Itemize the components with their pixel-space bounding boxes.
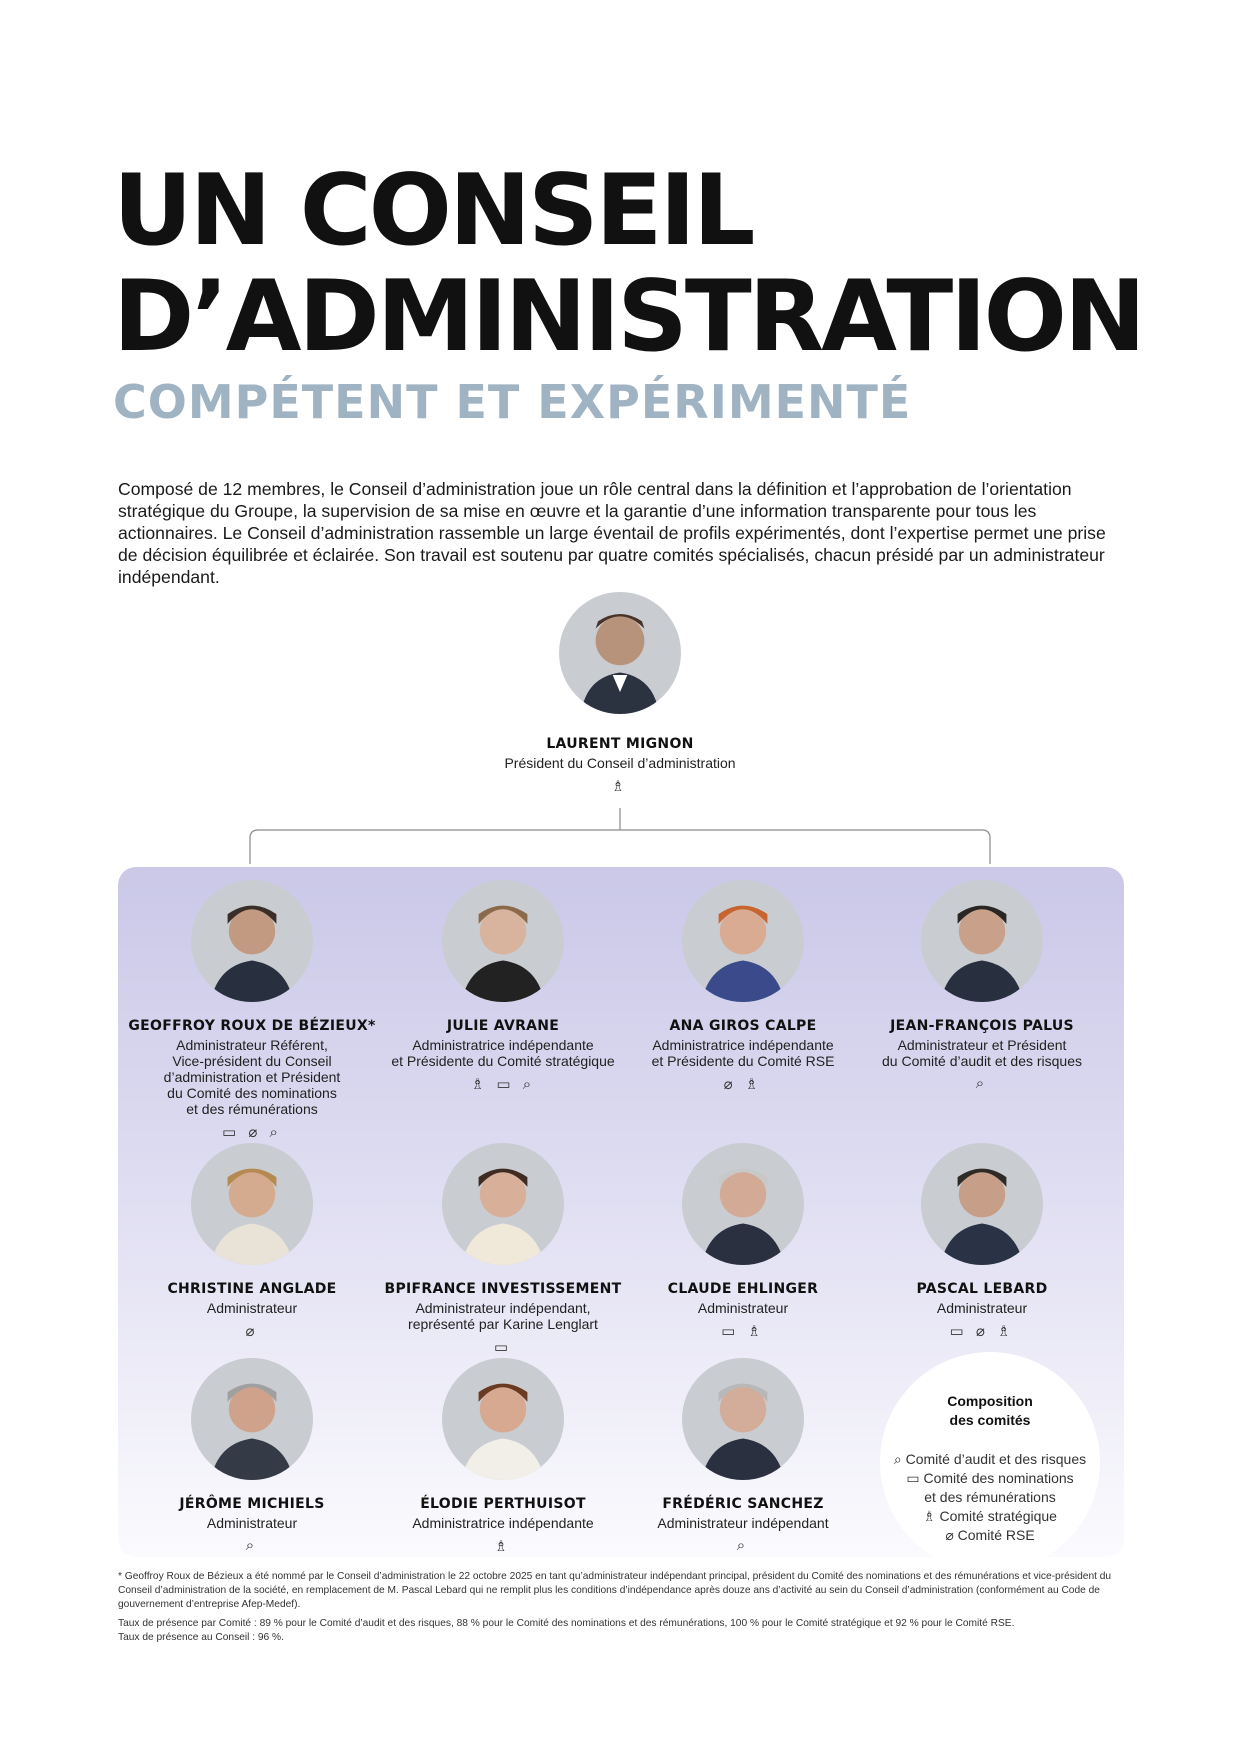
- member-committee-icons: ⌕: [736, 1537, 750, 1554]
- intro-paragraph: Composé de 12 membres, le Conseil d’administration joue un rôle central dans la définition et l’approbation de l’orientation stratégique du Groupe, la supervision de sa mise en œuvre et la garantie d’une information transparente pour tous les actionnaires. Le Conseil d’administration rassemble un large éventail de profils expérimentés, dont l’expertise permet une prise de décision équilibrée et éclairée. Son travail est soutenu par quatre comités spécialisés, chacun présidé par un administrateur indépendant.: [118, 479, 1106, 587]
- member-role-line: du Comité d’audit et des risques: [882, 1053, 1082, 1069]
- member-committee-icons: ⌕: [975, 1075, 989, 1092]
- member-name: BPIFRANCE INVESTISSEMENT: [384, 1281, 622, 1297]
- member-role: [127, 1300, 377, 1316]
- footnote: * Geoffroy Roux de Bézieux a été nommé par le Conseil d’administration le 22 octobre 2025 en tant qu’administrateur indépendant principal, président du Comité des nominations et des rémunérations et vice-président du Conseil d’administration de la société, en remplacement de M. Pascal Lebard qui ne remplit plus les conditions d’indépendance après douze ans d’activité au sein du Conseil d’administration (conformément au Code de gouvernement d’entreprise Afep-Medef).: [118, 1571, 1112, 1610]
- member-photo: [442, 880, 564, 1002]
- member-role-line: et des rémunérations: [186, 1101, 318, 1117]
- member-role-line: Vice-président du Conseil: [172, 1053, 332, 1069]
- title-line-2: D’ADMINISTRATION: [113, 260, 1143, 374]
- member-name: CHRISTINE ANGLADE: [167, 1281, 337, 1297]
- member-committee-icons: ♗ ▭ ⌕: [470, 1076, 536, 1093]
- member-role-line: du Comité des nominations: [167, 1085, 337, 1101]
- member-photo: [682, 1143, 804, 1265]
- member-role-line: d’administration et Président: [163, 1069, 341, 1085]
- page-subtitle: COMPÉTENT ET EXPÉRIMENTÉ: [113, 375, 912, 429]
- board-member-card: [127, 880, 377, 1141]
- member-role: [127, 1037, 377, 1117]
- president-name: LAURENT MIGNON: [546, 736, 694, 752]
- leaf-icon: ⌀: [945, 1527, 958, 1543]
- board-member-card: [378, 1358, 628, 1555]
- member-role: [618, 1037, 868, 1069]
- committee-legend: [880, 1352, 1100, 1572]
- legend-item-label: Comité des nominations: [923, 1470, 1074, 1486]
- legend-item: [880, 1507, 1100, 1526]
- member-committee-icons: ▭ ♗: [721, 1323, 765, 1340]
- member-role-line: et Présidente du Comité stratégique: [391, 1053, 615, 1069]
- board-member-card: [618, 1143, 868, 1340]
- board-member-card: [378, 880, 628, 1093]
- member-photo: [442, 1358, 564, 1480]
- president-photo: [559, 592, 681, 714]
- member-role-line: Administrateur: [936, 1300, 1028, 1316]
- member-name: PASCAL LEBARD: [916, 1281, 1048, 1297]
- board-member-card: [127, 1358, 377, 1554]
- member-role: [127, 1515, 377, 1531]
- member-committee-icons: ▭ ⌀ ⌕: [222, 1124, 282, 1141]
- legend-item: [880, 1450, 1100, 1469]
- president-card: [470, 592, 770, 795]
- legend-item: [880, 1526, 1100, 1545]
- board-member-card: [378, 1143, 628, 1356]
- member-role-line: Administrateur: [206, 1300, 298, 1316]
- member-role-line: Administrateur indépendant,: [415, 1300, 591, 1316]
- member-photo: [191, 1358, 313, 1480]
- member-role-line: Administratrice indépendante: [652, 1037, 834, 1053]
- member-role-line: Administrateur et Président: [897, 1037, 1067, 1053]
- member-role: [618, 1515, 868, 1531]
- member-photo: [921, 1143, 1043, 1265]
- member-name: CLAUDE EHLINGER: [667, 1281, 819, 1297]
- member-role-line: Administratrice indépendante: [412, 1515, 594, 1531]
- member-role: [378, 1037, 628, 1069]
- member-role-line: représenté par Karine Lenglart: [408, 1316, 598, 1332]
- board-member-card: [618, 1358, 868, 1554]
- member-name: ANA GIROS CALPE: [669, 1018, 817, 1034]
- board-member-card: [857, 1143, 1107, 1340]
- magnifier-icon: ⌕: [893, 1451, 906, 1467]
- attendance-notes: Taux de présence par Comité : 89 % pour le Comité d’audit et des risques, 88 % pour le Comité des nominations et des rémunérations, 100 % pour le Comité stratégique et 92 % pour le Comité RSE. Taux de présence au Conseil : 96 %.: [118, 1618, 1015, 1643]
- member-committee-icons: ⌀: [245, 1323, 259, 1340]
- legend-item-label: Comité stratégique: [939, 1508, 1057, 1524]
- title-line-1: UN CONSEIL: [113, 154, 753, 268]
- member-role: [378, 1515, 628, 1531]
- legend-item-label: Comité RSE: [957, 1527, 1035, 1543]
- member-committee-icons: ⌕: [245, 1537, 259, 1554]
- member-role: [618, 1300, 868, 1316]
- member-name: GEOFFROY ROUX DE BÉZIEUX*: [128, 1018, 376, 1034]
- legend-item: [880, 1469, 1100, 1488]
- member-committee-icons: ▭ ⌀ ♗: [949, 1323, 1015, 1340]
- member-committee-icons: ▭: [493, 1339, 513, 1356]
- member-name: JEAN-FRANÇOIS PALUS: [890, 1018, 1074, 1034]
- chess-piece-icon: ♗: [923, 1508, 940, 1524]
- member-role-line: Administrateur Référent,: [176, 1037, 328, 1053]
- banknote-icon: ▭: [906, 1470, 924, 1486]
- legend-item-label: Comité d’audit et des risques: [905, 1451, 1087, 1467]
- member-role-line: Administrateur indépendant: [657, 1515, 829, 1531]
- board-member-card: [127, 1143, 377, 1340]
- member-role: [857, 1037, 1107, 1069]
- member-photo: [191, 1143, 313, 1265]
- board-member-card: [857, 880, 1107, 1092]
- board-member-card: [618, 880, 868, 1093]
- legend-item-label: et des rémunérations: [924, 1489, 1056, 1505]
- member-role-line: et Présidente du Comité RSE: [651, 1053, 835, 1069]
- member-name: FRÉDÉRIC SANCHEZ: [662, 1496, 824, 1512]
- member-photo: [921, 880, 1043, 1002]
- president-committee-icons: ♗: [611, 778, 629, 795]
- member-role-line: Administratrice indépendante: [412, 1037, 594, 1053]
- member-photo: [682, 880, 804, 1002]
- member-photo: [191, 880, 313, 1002]
- member-committee-icons: ♗: [494, 1538, 512, 1555]
- president-role: Président du Conseil d’administration: [504, 755, 736, 771]
- legend-title: Composition des comités: [947, 1393, 1033, 1428]
- member-name: JULIE AVRANE: [446, 1018, 560, 1034]
- member-name: ÉLODIE PERTHUISOT: [420, 1496, 586, 1512]
- legend-list: [880, 1450, 1100, 1545]
- member-role-line: Administrateur: [206, 1515, 298, 1531]
- org-connector-line: [240, 808, 1000, 864]
- member-role: [857, 1300, 1107, 1316]
- member-role: [378, 1300, 628, 1332]
- member-committee-icons: ⌀ ♗: [723, 1076, 763, 1093]
- member-role-line: Administrateur: [697, 1300, 789, 1316]
- page-title: [113, 154, 1143, 374]
- member-photo: [682, 1358, 804, 1480]
- legend-item: [880, 1488, 1100, 1507]
- member-name: JÉRÔME MICHIELS: [179, 1496, 325, 1512]
- member-photo: [442, 1143, 564, 1265]
